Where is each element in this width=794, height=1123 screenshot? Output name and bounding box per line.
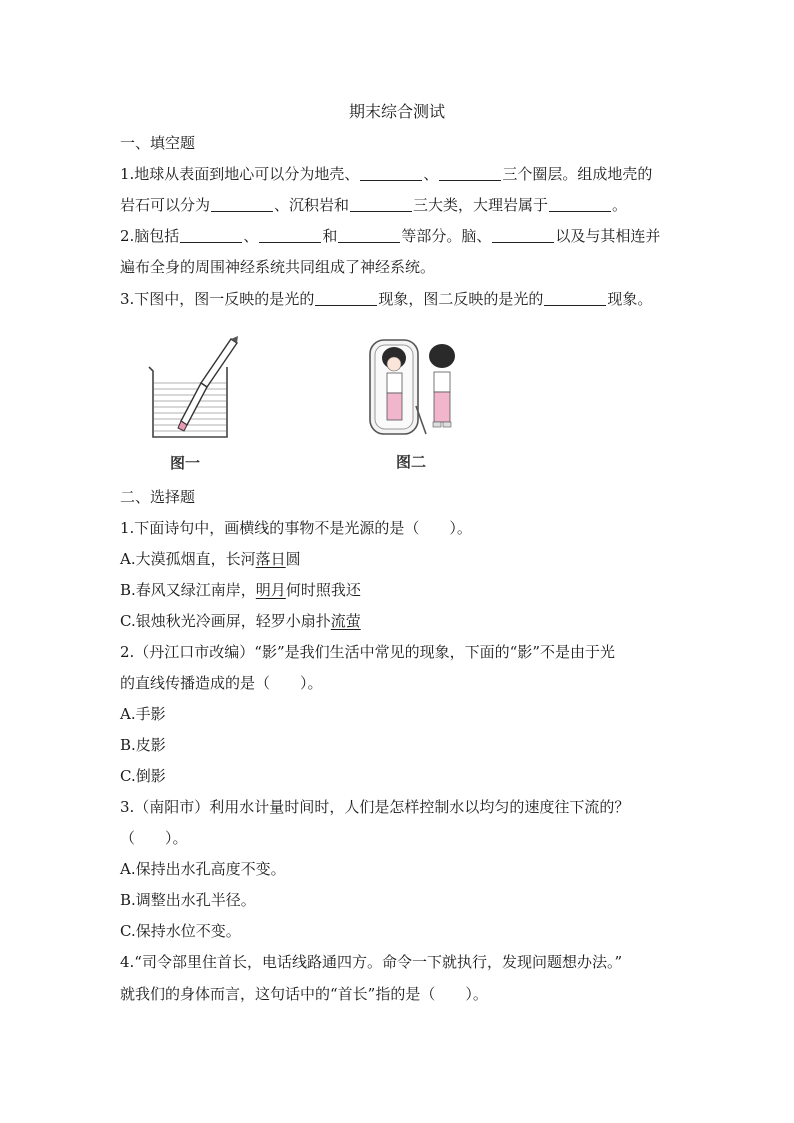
mc-question-2-option-c[interactable]: C.倒影 [120, 767, 166, 785]
mc-question-2-option-b[interactable]: B.皮影 [120, 736, 166, 754]
figure-2-mirror-girl [362, 336, 462, 440]
mc-question-3-option-c[interactable]: C.保持水位不变。 [120, 922, 241, 940]
figure-1-beaker-pencil [145, 335, 245, 443]
q2-text: 、 [243, 227, 259, 245]
q3-text: 现象，图二反映的是光的 [378, 290, 544, 308]
answer-blank[interactable] [338, 226, 400, 243]
question-3-line-1 [120, 288, 652, 310]
q1-text: 、沉积岩和 [274, 196, 350, 214]
section-heading-fill-blank: 一、填空题 [120, 134, 196, 152]
q2-text: 以及与其相连并 [555, 227, 661, 245]
section-heading-multiple-choice: 二、选择题 [120, 488, 196, 506]
mc-question-2-stem-line-2: 的直线传播造成的是（ ）。 [120, 674, 323, 692]
underlined-word: 流萤 [330, 612, 361, 630]
answer-blank[interactable] [439, 164, 501, 181]
answer-blank[interactable] [180, 226, 242, 243]
mc-question-3-option-b[interactable]: B.调整出水孔半径。 [120, 891, 256, 909]
q1-text: 。 [612, 196, 628, 214]
answer-blank[interactable] [350, 195, 412, 212]
question-1-line-2 [120, 194, 627, 216]
answer-blank[interactable] [211, 195, 273, 212]
option-text: 何时照我还 [285, 581, 361, 599]
q1-text: 、 [423, 165, 439, 183]
mc-question-2-option-a[interactable]: A.手影 [120, 705, 166, 723]
q2-text: 2.脑包括 [120, 227, 180, 245]
mc-question-3-stem-line-2: （ ）。 [120, 829, 188, 847]
answer-blank[interactable] [360, 164, 422, 181]
question-2-line-1 [120, 225, 660, 247]
mc-question-4-stem-line-2: 就我们的身体而言，这句话中的“首长”指的是（ ）。 [120, 985, 488, 1003]
mc-question-1-option-c[interactable] [120, 610, 361, 632]
mc-question-3-option-a[interactable]: A.保持出水孔高度不变。 [120, 860, 286, 878]
mc-question-2-stem-line-1: 2.（丹江口市改编）“影”是我们生活中常见的现象，下面的“影”不是由于光 [120, 643, 615, 661]
answer-blank[interactable] [492, 226, 554, 243]
q3-text: 现象。 [607, 290, 653, 308]
figure-2-caption: 图二 [396, 453, 427, 471]
answer-blank[interactable] [544, 289, 606, 306]
mc-question-3-stem-line-1: 3.（南阳市）利用水计量时间时，人们是怎样控制水以均匀的速度往下流的？ [120, 798, 630, 816]
q1-text: 岩石可以分为 [120, 196, 211, 214]
underlined-word: 落日 [255, 550, 286, 568]
q2-text: 等部分。脑、 [401, 227, 492, 245]
answer-blank[interactable] [315, 289, 377, 306]
option-text: B.春风又绿江南岸， [120, 581, 256, 599]
mc-question-1-option-a[interactable] [120, 548, 301, 570]
answer-blank[interactable] [259, 226, 321, 243]
mc-question-1-option-b[interactable] [120, 579, 361, 601]
mc-question-1-stem: 1.下面诗句中，画横线的事物不是光源的是（ ）。 [120, 519, 472, 537]
q1-text: 三个圈层。组成地壳的 [502, 165, 653, 183]
figure-1-caption: 图一 [170, 454, 201, 472]
underlined-word: 明月 [255, 581, 286, 599]
question-1-line-1 [120, 163, 652, 185]
page-title: 期末综合测试 [348, 102, 445, 121]
option-text: A.大漠孤烟直，长河 [120, 550, 256, 568]
mc-question-4-stem-line-1: 4.“司令部里住首长，电话线路通四方。命令一下就执行，发现问题想办法。” [120, 953, 623, 971]
option-text: 圆 [285, 550, 301, 568]
q2-text: 和 [322, 227, 338, 245]
answer-blank[interactable] [549, 195, 611, 212]
option-text: C.银烛秋光冷画屏，轻罗小扇扑 [120, 612, 331, 630]
q1-text: 1.地球从表面到地心可以分为地壳、 [120, 165, 360, 183]
q3-text: 3.下图中，图一反映的是光的 [120, 290, 315, 308]
question-2-line-2: 遍布全身的周围神经系统共同组成了神经系统。 [120, 258, 436, 276]
q1-text: 三大类，大理岩属于 [413, 196, 549, 214]
